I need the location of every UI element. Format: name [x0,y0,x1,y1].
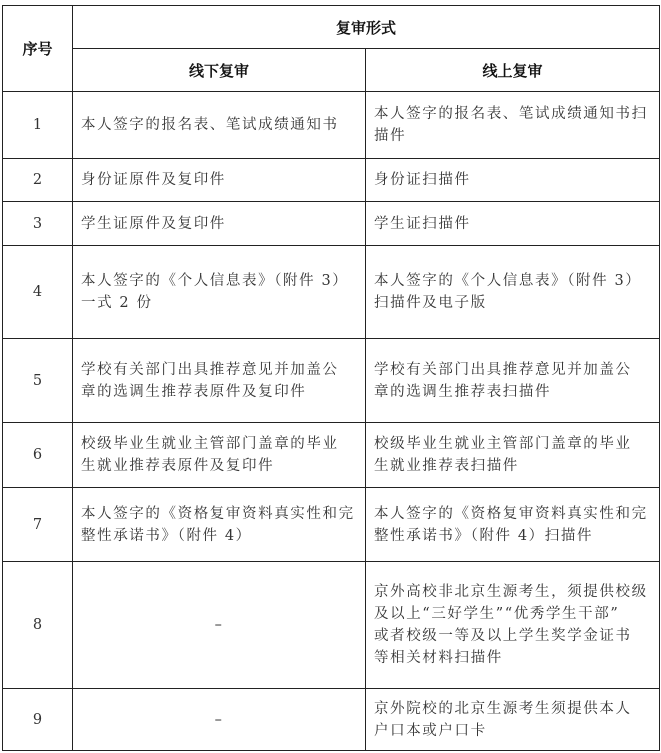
table-row [3,246,660,339]
offline-requirement [73,562,366,689]
header-offline-review: 线下复审 [73,49,366,92]
offline-requirement [73,423,366,488]
requirement-line: 校级毕业生就业主管部门盖章的毕业 [81,436,339,452]
table-row [3,159,660,202]
online-requirement [366,562,660,689]
online-requirement [366,689,660,751]
offline-requirement [73,92,366,159]
table-row [3,339,660,423]
offline-requirement [73,159,366,202]
requirement-line: 学校有关部门出具推荐意见并加盖公 [81,361,339,378]
table-row [3,689,660,751]
requirement-line: 及以上“三好学生”“优秀学生干部” [374,606,620,622]
table-row [3,423,660,488]
online-requirement [366,488,660,562]
row-index: 5 [3,339,73,423]
offline-requirement [73,488,366,562]
requirement-line: 身份证原件及复印件 [81,172,226,188]
header-review-form: 复审形式 [73,6,660,49]
requirement-line: 一式 2 份 [81,295,153,311]
requirement-line: 描件 [374,128,407,144]
row-index: 9 [3,689,73,751]
review-requirements-table [2,5,660,751]
requirement-line: 本人签字的《资格复审资料真实性和完 [81,505,355,522]
requirement-line: 户口本或户口卡 [374,722,487,739]
requirement-line: 学校有关部门出具推荐意见并加盖公 [374,361,632,378]
requirement-line: 章的选调生推荐表原件及复印件 [81,383,307,400]
requirement-line: 生就业推荐表扫描件 [374,458,519,474]
requirement-line: 身份证扫描件 [374,172,471,188]
table-row [3,562,660,689]
online-requirement [366,159,660,202]
requirement-line: 整性承诺书》（附件 4） [81,527,252,544]
row-index: 4 [3,246,73,339]
row-index: 7 [3,488,73,562]
row-index: 3 [3,202,73,246]
requirement-line: 或者校级一等及以上学生奖学金证书 [374,628,632,644]
requirement-line: 等相关材料扫描件 [374,650,503,666]
requirement-line: 学生证扫描件 [374,215,471,232]
row-index: 8 [3,562,73,689]
row-index: 2 [3,159,73,202]
requirement-line: – [214,711,224,728]
header-index: 序号 [3,6,73,92]
offline-requirement [73,246,366,339]
offline-requirement [73,202,366,246]
offline-requirement [73,689,366,751]
online-requirement [366,202,660,246]
offline-requirement [73,339,366,423]
requirement-line: 整性承诺书》（附件 4）扫描件 [374,527,594,544]
requirement-line: 生就业推荐表原件及复印件 [81,458,275,474]
requirement-line: 扫描件及电子版 [374,295,487,311]
requirement-line: 本人签字的《个人信息表》（附件 3） [81,273,349,289]
requirement-line: – [214,617,224,633]
requirement-line: 章的选调生推荐表扫描件 [374,383,552,400]
requirement-line: 学生证原件及复印件 [81,215,226,232]
header-online-review: 线上复审 [366,49,660,92]
requirement-line: 京外院校的北京生源考生须提供本人 [374,700,632,717]
online-requirement [366,92,660,159]
online-requirement [366,423,660,488]
table-row [3,92,660,159]
requirement-line: 本人签字的《个人信息表》（附件 3） [374,273,642,289]
table-row [3,488,660,562]
online-requirement [366,246,660,339]
requirement-line: 本人签字的《资格复审资料真实性和完 [374,505,648,522]
requirement-line: 本人签字的报名表、笔试成绩通知书扫 [374,106,648,122]
requirement-line: 校级毕业生就业主管部门盖章的毕业 [374,436,632,452]
row-index: 1 [3,92,73,159]
table-row [3,202,660,246]
online-requirement [366,339,660,423]
row-index: 6 [3,423,73,488]
requirement-line: 京外高校非北京生源考生，须提供校级 [374,584,648,600]
requirement-line: 本人签字的报名表、笔试成绩通知书 [81,117,339,133]
